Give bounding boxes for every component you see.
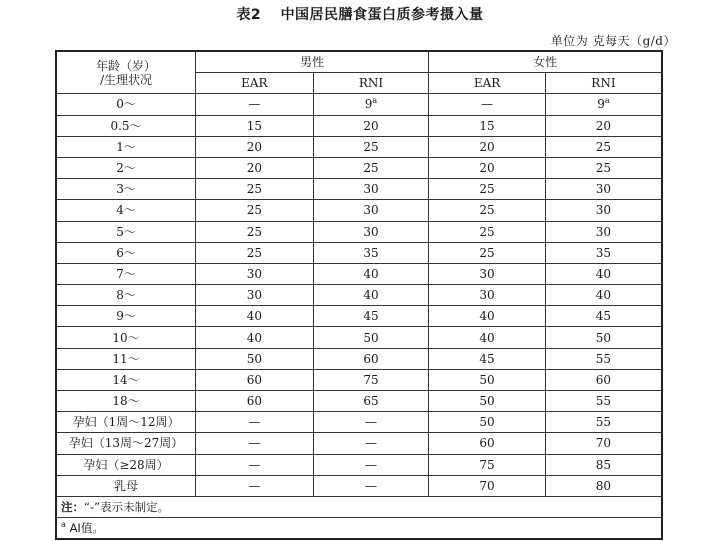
female-ear-cell-value: 45 bbox=[479, 351, 495, 366]
female-rni-cell-value: 30 bbox=[595, 182, 612, 197]
female-ear-cell-value: 25 bbox=[479, 245, 495, 260]
age-cell bbox=[56, 285, 196, 306]
female-ear-cell bbox=[429, 263, 546, 284]
female-rni-cell bbox=[545, 200, 662, 221]
table-row bbox=[56, 115, 662, 136]
table-row bbox=[56, 263, 662, 284]
male-rni-cell-value: 40 bbox=[363, 266, 379, 281]
male-ear-cell-value: 30 bbox=[246, 288, 262, 303]
male-ear-cell bbox=[196, 136, 314, 157]
female-ear-cell-value: 30 bbox=[479, 288, 495, 303]
male-ear-cell-value: 60 bbox=[246, 394, 262, 409]
male-rni-cell-value: 45 bbox=[363, 309, 379, 324]
female-rni-cell bbox=[545, 348, 662, 369]
male-rni-cell bbox=[313, 179, 429, 200]
female-rni-cell-value: 50 bbox=[595, 330, 612, 345]
male-ear-cell bbox=[196, 412, 314, 433]
age-header-line1: 年龄（岁） bbox=[96, 58, 157, 73]
age-cell bbox=[56, 475, 196, 496]
male-ear-cell bbox=[196, 348, 314, 369]
female-rni-cell bbox=[545, 285, 662, 306]
table-row bbox=[56, 475, 662, 496]
female-rni-cell bbox=[545, 475, 662, 496]
female-ear-cell bbox=[429, 475, 546, 496]
age-cell bbox=[56, 200, 196, 221]
male-rni-cell-value: 65 bbox=[363, 394, 379, 409]
male-rni-cell bbox=[313, 454, 429, 475]
male-ear-cell bbox=[196, 327, 314, 348]
table-row bbox=[56, 348, 662, 369]
age-cell-value: 3～ bbox=[116, 182, 136, 197]
note-row-2 bbox=[56, 518, 662, 540]
female-rni-cell bbox=[545, 412, 662, 433]
age-cell-value: 孕妇（≥28周） bbox=[83, 457, 169, 472]
male-rni-cell-value: 30 bbox=[363, 203, 379, 218]
table-row bbox=[56, 433, 662, 454]
male-ear-header: EAR bbox=[196, 73, 314, 94]
female-ear-cell bbox=[429, 115, 546, 136]
female-ear-cell-value: 50 bbox=[479, 415, 495, 430]
male-ear-cell bbox=[196, 157, 314, 178]
age-cell-value: 0.5～ bbox=[110, 118, 142, 133]
male-rni-cell-value: 25 bbox=[363, 161, 379, 176]
age-cell-value: 14～ bbox=[112, 372, 140, 387]
male-rni-cell-value: 40 bbox=[363, 288, 379, 303]
female-rni-cell bbox=[545, 369, 662, 390]
female-ear-cell-value: 60 bbox=[479, 436, 495, 451]
male-ear-cell-value: 25 bbox=[246, 182, 262, 197]
female-ear-cell bbox=[429, 369, 546, 390]
female-ear-cell-value: 30 bbox=[479, 266, 495, 281]
age-cell-value: 0～ bbox=[116, 97, 136, 112]
female-ear-cell-value: 15 bbox=[479, 118, 495, 133]
age-cell-value: 孕妇（13周～27周） bbox=[68, 436, 184, 451]
female-header: 女性 bbox=[429, 51, 662, 73]
female-rni-cell bbox=[545, 221, 662, 242]
male-ear-cell bbox=[196, 263, 314, 284]
female-ear-cell-value: 50 bbox=[479, 372, 495, 387]
male-ear-cell bbox=[196, 369, 314, 390]
male-ear-cell-value: 25 bbox=[246, 224, 262, 239]
male-ear-cell bbox=[196, 115, 314, 136]
male-rni-cell bbox=[313, 369, 429, 390]
male-rni-cell-value: — bbox=[364, 436, 377, 451]
female-rni-cell bbox=[545, 391, 662, 412]
female-ear-cell bbox=[429, 433, 546, 454]
female-ear-cell bbox=[429, 136, 546, 157]
female-ear-cell bbox=[429, 412, 546, 433]
female-ear-cell bbox=[429, 200, 546, 221]
male-ear-cell-value: 15 bbox=[246, 118, 262, 133]
header-row-1 bbox=[56, 51, 662, 73]
age-cell bbox=[56, 433, 196, 454]
female-rni-cell-value: 25 bbox=[595, 161, 612, 176]
female-ear-cell-value: 40 bbox=[479, 309, 495, 324]
female-rni-cell-value: 60 bbox=[595, 372, 612, 387]
female-ear-cell-value: 40 bbox=[479, 330, 495, 345]
female-rni-cell-value: 85 bbox=[595, 457, 612, 472]
male-ear-cell-value: 60 bbox=[246, 372, 262, 387]
table-row bbox=[56, 221, 662, 242]
table-row bbox=[56, 242, 662, 263]
male-rni-cell bbox=[313, 200, 429, 221]
table-row bbox=[56, 179, 662, 200]
female-rni-cell bbox=[545, 157, 662, 178]
male-rni-cell-value: 9 bbox=[364, 97, 373, 112]
male-ear-cell-value: — bbox=[248, 436, 261, 451]
female-rni-cell-value: 55 bbox=[595, 351, 612, 366]
age-header bbox=[56, 51, 196, 94]
note-row-1 bbox=[56, 496, 662, 517]
male-ear-cell-value: — bbox=[248, 97, 261, 112]
female-rni-cell bbox=[545, 327, 662, 348]
age-cell-value: 18～ bbox=[112, 394, 140, 409]
female-ear-cell-value: 70 bbox=[479, 478, 495, 493]
age-cell bbox=[56, 242, 196, 263]
age-cell bbox=[56, 391, 196, 412]
male-rni-cell bbox=[313, 136, 429, 157]
male-ear-cell-value: — bbox=[248, 457, 261, 472]
male-rni-cell bbox=[313, 475, 429, 496]
male-ear-cell bbox=[196, 306, 314, 327]
male-rni-cell bbox=[313, 412, 429, 433]
male-rni-cell-value: 35 bbox=[363, 245, 379, 260]
female-rni-cell-value: 20 bbox=[595, 118, 612, 133]
age-cell bbox=[56, 136, 196, 157]
footnote-marker: a bbox=[372, 96, 378, 106]
table-row bbox=[56, 200, 662, 221]
female-ear-cell bbox=[429, 391, 546, 412]
female-rni-cell-value: 40 bbox=[595, 288, 612, 303]
male-ear-cell bbox=[196, 475, 314, 496]
age-cell bbox=[56, 94, 196, 115]
male-ear-cell bbox=[196, 179, 314, 200]
male-rni-cell-value: 25 bbox=[363, 139, 379, 154]
male-rni-cell-value: 30 bbox=[363, 224, 379, 239]
female-ear-cell bbox=[429, 454, 546, 475]
table-row bbox=[56, 157, 662, 178]
female-ear-cell-value: 25 bbox=[479, 182, 495, 197]
male-rni-cell bbox=[313, 115, 429, 136]
female-rni-cell-value: 30 bbox=[595, 224, 612, 239]
age-cell-value: 5～ bbox=[116, 224, 136, 239]
age-cell-value: 11～ bbox=[112, 351, 140, 366]
table-row bbox=[56, 136, 662, 157]
age-cell-value: 9～ bbox=[116, 309, 136, 324]
female-rni-cell bbox=[545, 263, 662, 284]
male-ear-cell bbox=[196, 94, 314, 115]
note-label: 注： bbox=[61, 500, 84, 515]
female-rni-cell-value: 25 bbox=[595, 139, 612, 154]
female-ear-cell-value: 25 bbox=[479, 203, 495, 218]
footnote-marker: a bbox=[604, 96, 610, 106]
male-rni-cell-value: 20 bbox=[363, 118, 379, 133]
female-ear-cell bbox=[429, 327, 546, 348]
table-row bbox=[56, 412, 662, 433]
female-ear-header: EAR bbox=[429, 73, 546, 94]
female-ear-cell bbox=[429, 221, 546, 242]
female-rni-cell bbox=[545, 136, 662, 157]
male-rni-cell bbox=[313, 327, 429, 348]
female-ear-cell-value: — bbox=[481, 97, 494, 112]
male-ear-cell bbox=[196, 391, 314, 412]
unit-label: 单位为 克每天（g/d） bbox=[550, 34, 676, 48]
table-row bbox=[56, 454, 662, 475]
female-rni-cell-value: 55 bbox=[595, 415, 612, 430]
female-rni-cell bbox=[545, 94, 662, 115]
female-ear-cell bbox=[429, 306, 546, 327]
age-cell bbox=[56, 221, 196, 242]
age-cell bbox=[56, 115, 196, 136]
note-2-text: AI值。 bbox=[69, 521, 104, 536]
male-rni-cell bbox=[313, 157, 429, 178]
table-number: 表2 bbox=[236, 7, 262, 23]
female-rni-cell bbox=[545, 115, 662, 136]
female-rni-cell-value: 9 bbox=[597, 97, 605, 112]
table-title-text: 中国居民膳食蛋白质参考摄入量 bbox=[280, 7, 484, 23]
age-cell bbox=[56, 348, 196, 369]
age-cell-value: 8～ bbox=[116, 288, 136, 303]
table-row bbox=[56, 306, 662, 327]
protein-intake-table bbox=[55, 50, 663, 540]
male-ear-cell-value: 25 bbox=[246, 203, 262, 218]
age-cell bbox=[56, 263, 196, 284]
male-rni-cell bbox=[313, 433, 429, 454]
age-cell-value: 1～ bbox=[116, 139, 136, 154]
female-rni-cell-value: 30 bbox=[595, 203, 612, 218]
female-rni-cell-value: 70 bbox=[595, 436, 612, 451]
female-rni-cell-value: 80 bbox=[595, 478, 612, 493]
male-rni-cell-value: 30 bbox=[363, 182, 379, 197]
age-cell-value: 乳母 bbox=[114, 478, 139, 493]
male-header: 男性 bbox=[196, 51, 429, 73]
female-rni-cell bbox=[545, 454, 662, 475]
female-ear-cell-value: 25 bbox=[479, 224, 495, 239]
male-ear-cell-value: 50 bbox=[246, 351, 262, 366]
male-ear-cell bbox=[196, 433, 314, 454]
male-ear-cell bbox=[196, 454, 314, 475]
age-cell bbox=[56, 179, 196, 200]
female-rni-cell-value: 55 bbox=[595, 394, 612, 409]
age-cell-value: 2～ bbox=[116, 161, 136, 176]
male-ear-cell-value: 20 bbox=[246, 161, 262, 176]
male-ear-cell bbox=[196, 221, 314, 242]
male-ear-cell-value: 40 bbox=[246, 330, 262, 345]
table-row bbox=[56, 285, 662, 306]
female-ear-cell bbox=[429, 348, 546, 369]
male-rni-cell bbox=[313, 285, 429, 306]
female-rni-cell-value: 45 bbox=[595, 309, 612, 324]
age-cell bbox=[56, 157, 196, 178]
age-cell-value: 10～ bbox=[112, 330, 140, 345]
male-ear-cell-value: — bbox=[248, 478, 261, 493]
note-1-text: “-”表示未制定。 bbox=[84, 500, 170, 515]
female-rni-cell bbox=[545, 179, 662, 200]
female-ear-cell-value: 75 bbox=[479, 457, 495, 472]
female-ear-cell bbox=[429, 285, 546, 306]
note-2-marker: a bbox=[61, 520, 66, 530]
male-rni-cell bbox=[313, 94, 429, 115]
female-ear-cell-value: 20 bbox=[479, 139, 495, 154]
male-ear-cell-value: 30 bbox=[246, 266, 262, 281]
female-rni-cell-value: 40 bbox=[595, 266, 612, 281]
male-ear-cell bbox=[196, 285, 314, 306]
male-ear-cell-value: 25 bbox=[246, 245, 262, 260]
age-cell-value: 7～ bbox=[116, 266, 136, 281]
male-rni-cell-value: — bbox=[364, 478, 377, 493]
male-ear-cell-value: — bbox=[248, 415, 261, 430]
age-cell-value: 6～ bbox=[116, 245, 136, 260]
female-rni-cell bbox=[545, 242, 662, 263]
male-rni-cell-value: 75 bbox=[363, 372, 379, 387]
age-cell bbox=[56, 327, 196, 348]
female-ear-cell-value: 50 bbox=[479, 394, 495, 409]
female-ear-cell bbox=[429, 94, 546, 115]
table-row bbox=[56, 369, 662, 390]
male-rni-cell-value: 60 bbox=[363, 351, 379, 366]
age-cell bbox=[56, 369, 196, 390]
female-ear-cell bbox=[429, 179, 546, 200]
male-ear-cell bbox=[196, 242, 314, 263]
note-2 bbox=[56, 518, 662, 540]
male-ear-cell-value: 40 bbox=[246, 309, 262, 324]
table-row bbox=[56, 327, 662, 348]
female-ear-cell-value: 20 bbox=[479, 161, 495, 176]
male-rni-cell bbox=[313, 242, 429, 263]
male-ear-cell-value: 20 bbox=[246, 139, 262, 154]
male-rni-cell bbox=[313, 221, 429, 242]
female-rni-cell-value: 35 bbox=[595, 245, 612, 260]
male-rni-cell bbox=[313, 391, 429, 412]
age-cell bbox=[56, 412, 196, 433]
age-header-line2: /生理状况 bbox=[100, 72, 153, 87]
male-rni-header: RNI bbox=[313, 73, 429, 94]
male-rni-cell-value: — bbox=[364, 415, 377, 430]
female-rni-header: RNI bbox=[545, 73, 662, 94]
male-rni-cell bbox=[313, 348, 429, 369]
age-cell-value: 孕妇（1周～12周） bbox=[72, 415, 180, 430]
table-title bbox=[0, 4, 720, 24]
table-row bbox=[56, 391, 662, 412]
female-rni-cell bbox=[545, 433, 662, 454]
male-rni-cell bbox=[313, 263, 429, 284]
age-cell bbox=[56, 454, 196, 475]
female-ear-cell bbox=[429, 242, 546, 263]
male-rni-cell-value: — bbox=[364, 457, 377, 472]
note-1 bbox=[56, 496, 662, 517]
female-rni-cell bbox=[545, 306, 662, 327]
age-cell-value: 4～ bbox=[116, 203, 136, 218]
table-row bbox=[56, 94, 662, 115]
age-cell bbox=[56, 306, 196, 327]
male-rni-cell bbox=[313, 306, 429, 327]
female-ear-cell bbox=[429, 157, 546, 178]
male-ear-cell bbox=[196, 200, 314, 221]
male-rni-cell-value: 50 bbox=[363, 330, 379, 345]
